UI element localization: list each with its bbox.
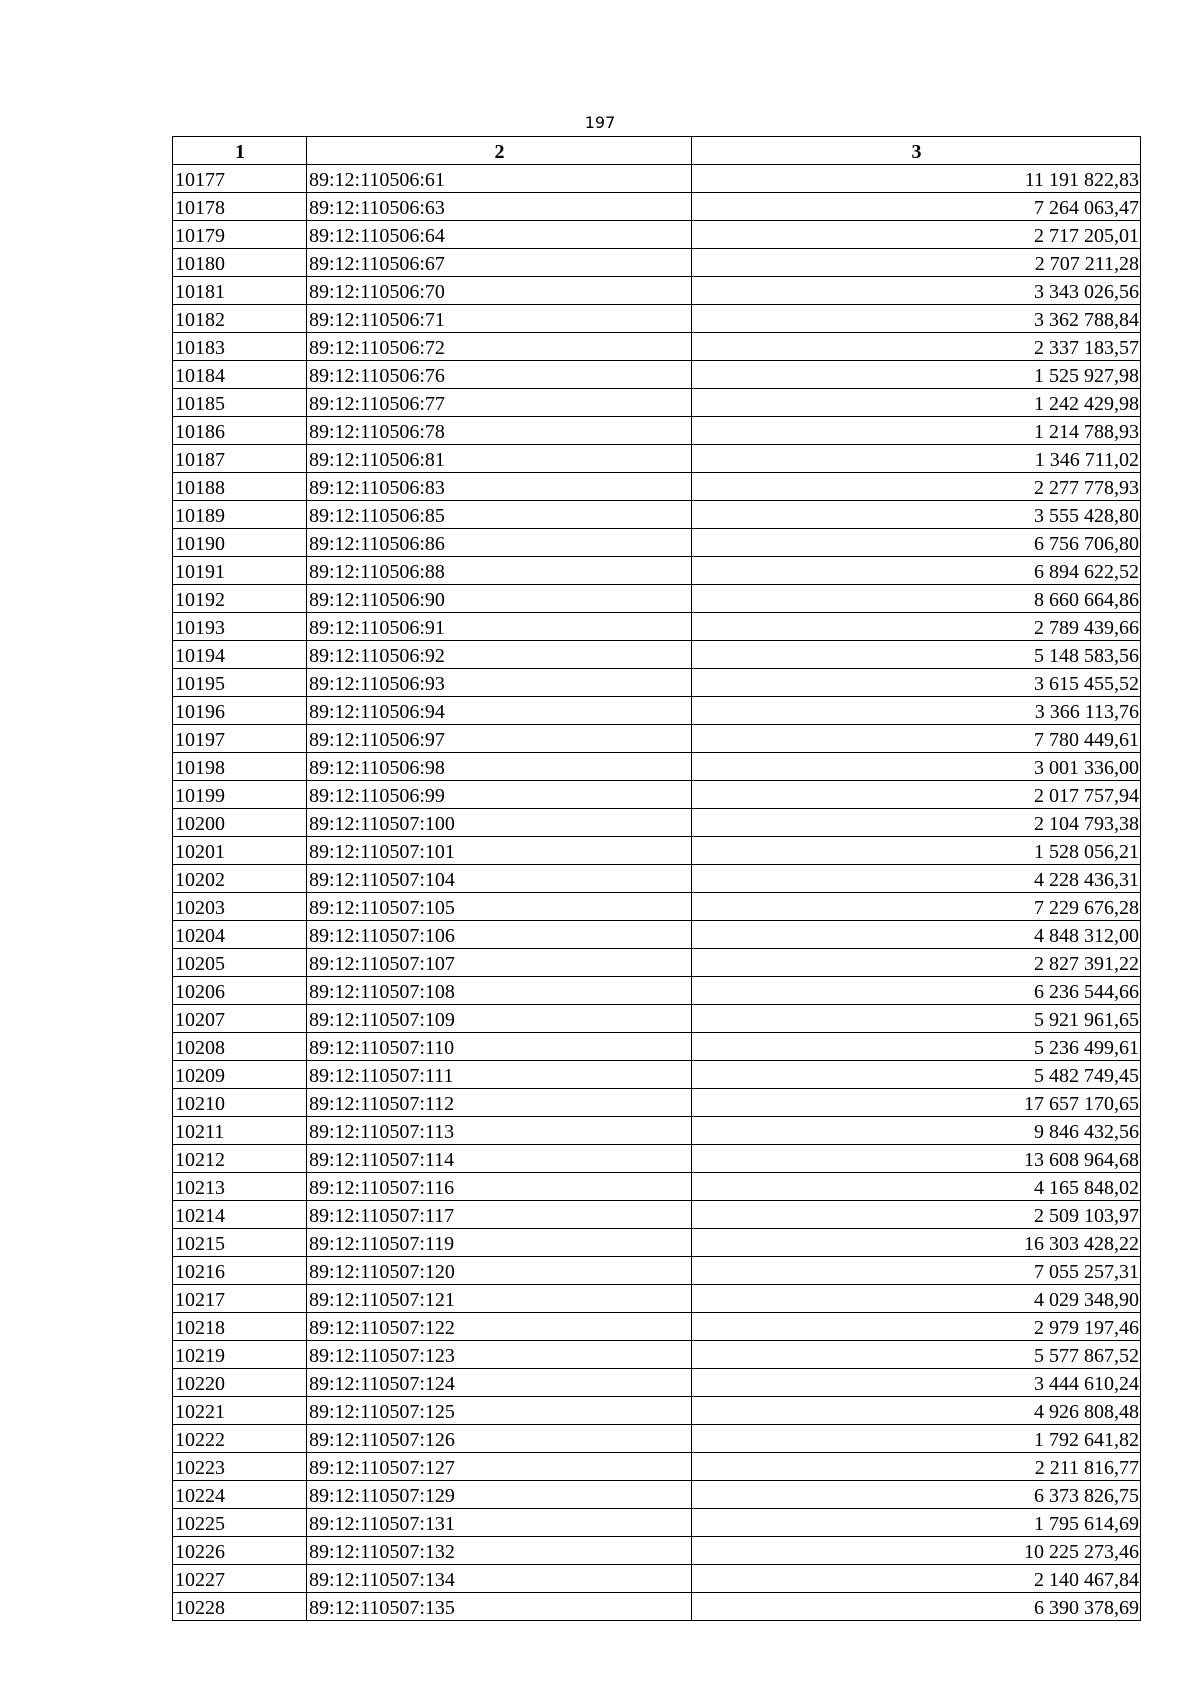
- table-row: [173, 1481, 1141, 1509]
- table-row: [173, 669, 1141, 697]
- cadastral-number-cell: 89:12:110507:135: [307, 1593, 692, 1621]
- cadastral-number-cell: 89:12:110506:98: [307, 753, 692, 781]
- cadastral-number-cell: 89:12:110507:109: [307, 1005, 692, 1033]
- cadastral-number-cell: 89:12:110506:67: [307, 249, 692, 277]
- row-number-cell: 10211: [173, 1117, 307, 1145]
- table-row: [173, 1257, 1141, 1285]
- row-number-cell: 10222: [173, 1425, 307, 1453]
- cadastral-number-cell: 89:12:110507:107: [307, 949, 692, 977]
- value-cell: 2 979 197,46: [692, 1313, 1141, 1341]
- row-number-cell: 10224: [173, 1481, 307, 1509]
- column-header-1: 1: [173, 137, 307, 165]
- row-number-cell: 10221: [173, 1397, 307, 1425]
- row-number-cell: 10185: [173, 389, 307, 417]
- table-row: [173, 1565, 1141, 1593]
- cadastral-number-cell: 89:12:110507:111: [307, 1061, 692, 1089]
- table-row: [173, 221, 1141, 249]
- value-cell: 13 608 964,68: [692, 1145, 1141, 1173]
- table-row: [173, 921, 1141, 949]
- table-row: [173, 697, 1141, 725]
- row-number-cell: 10193: [173, 613, 307, 641]
- row-number-cell: 10206: [173, 977, 307, 1005]
- row-number-cell: 10184: [173, 361, 307, 389]
- value-cell: 6 390 378,69: [692, 1593, 1141, 1621]
- table-row: [173, 1061, 1141, 1089]
- row-number-cell: 10225: [173, 1509, 307, 1537]
- value-cell: 5 577 867,52: [692, 1341, 1141, 1369]
- table-row: [173, 417, 1141, 445]
- table-row: [173, 893, 1141, 921]
- table-row: [173, 1145, 1141, 1173]
- row-number-cell: 10213: [173, 1173, 307, 1201]
- row-number-cell: 10198: [173, 753, 307, 781]
- table-row: [173, 781, 1141, 809]
- table-row: [173, 641, 1141, 669]
- value-cell: 4 926 808,48: [692, 1397, 1141, 1425]
- table-row: [173, 529, 1141, 557]
- table-row: [173, 949, 1141, 977]
- value-cell: 2 277 778,93: [692, 473, 1141, 501]
- row-number-cell: 10186: [173, 417, 307, 445]
- table-row: [173, 1173, 1141, 1201]
- table-row: [173, 501, 1141, 529]
- value-cell: 1 528 056,21: [692, 837, 1141, 865]
- table-row: [173, 753, 1141, 781]
- cadastral-number-cell: 89:12:110506:70: [307, 277, 692, 305]
- value-cell: 3 343 026,56: [692, 277, 1141, 305]
- cadastral-number-cell: 89:12:110507:106: [307, 921, 692, 949]
- value-cell: 17 657 170,65: [692, 1089, 1141, 1117]
- row-number-cell: 10181: [173, 277, 307, 305]
- row-number-cell: 10223: [173, 1453, 307, 1481]
- table-row: [173, 1089, 1141, 1117]
- value-cell: 6 236 544,66: [692, 977, 1141, 1005]
- table-row: [173, 445, 1141, 473]
- value-cell: 5 482 749,45: [692, 1061, 1141, 1089]
- value-cell: 3 444 610,24: [692, 1369, 1141, 1397]
- value-cell: 1 525 927,98: [692, 361, 1141, 389]
- cadastral-number-cell: 89:12:110506:61: [307, 165, 692, 193]
- cadastral-number-cell: 89:12:110507:110: [307, 1033, 692, 1061]
- table-row: [173, 1033, 1141, 1061]
- cadastral-number-cell: 89:12:110506:91: [307, 613, 692, 641]
- value-cell: 16 303 428,22: [692, 1229, 1141, 1257]
- cadastral-number-cell: 89:12:110506:90: [307, 585, 692, 613]
- cadastral-number-cell: 89:12:110506:81: [307, 445, 692, 473]
- row-number-cell: 10204: [173, 921, 307, 949]
- table-row: [173, 165, 1141, 193]
- cadastral-number-cell: 89:12:110507:120: [307, 1257, 692, 1285]
- row-number-cell: 10215: [173, 1229, 307, 1257]
- value-cell: 3 001 336,00: [692, 753, 1141, 781]
- row-number-cell: 10226: [173, 1537, 307, 1565]
- cadastral-number-cell: 89:12:110507:134: [307, 1565, 692, 1593]
- row-number-cell: 10227: [173, 1565, 307, 1593]
- row-number-cell: 10201: [173, 837, 307, 865]
- value-cell: 2 140 467,84: [692, 1565, 1141, 1593]
- table-row: [173, 1005, 1141, 1033]
- value-cell: 2 707 211,28: [692, 249, 1141, 277]
- table-row: [173, 1453, 1141, 1481]
- cadastral-number-cell: 89:12:110506:94: [307, 697, 692, 725]
- row-number-cell: 10183: [173, 333, 307, 361]
- value-cell: 7 264 063,47: [692, 193, 1141, 221]
- table-row: [173, 1285, 1141, 1313]
- table-row: [173, 977, 1141, 1005]
- row-number-cell: 10194: [173, 641, 307, 669]
- cadastral-number-cell: 89:12:110507:127: [307, 1453, 692, 1481]
- cadastral-number-cell: 89:12:110507:131: [307, 1509, 692, 1537]
- row-number-cell: 10180: [173, 249, 307, 277]
- cadastral-number-cell: 89:12:110507:121: [307, 1285, 692, 1313]
- value-cell: 3 366 113,76: [692, 697, 1141, 725]
- table-row: [173, 389, 1141, 417]
- table-row: [173, 1509, 1141, 1537]
- row-number-cell: 10191: [173, 557, 307, 585]
- row-number-cell: 10182: [173, 305, 307, 333]
- row-number-cell: 10192: [173, 585, 307, 613]
- row-number-cell: 10203: [173, 893, 307, 921]
- cadastral-number-cell: 89:12:110507:108: [307, 977, 692, 1005]
- value-cell: 4 165 848,02: [692, 1173, 1141, 1201]
- row-number-cell: 10197: [173, 725, 307, 753]
- table-header: [173, 137, 1141, 165]
- row-number-cell: 10189: [173, 501, 307, 529]
- value-cell: 4 848 312,00: [692, 921, 1141, 949]
- row-number-cell: 10188: [173, 473, 307, 501]
- cadastral-number-cell: 89:12:110507:126: [307, 1425, 692, 1453]
- cadastral-number-cell: 89:12:110506:64: [307, 221, 692, 249]
- column-header-3: 3: [692, 137, 1141, 165]
- value-cell: 2 509 103,97: [692, 1201, 1141, 1229]
- cadastral-number-cell: 89:12:110507:105: [307, 893, 692, 921]
- value-cell: 5 236 499,61: [692, 1033, 1141, 1061]
- row-number-cell: 10212: [173, 1145, 307, 1173]
- table-row: [173, 1313, 1141, 1341]
- row-number-cell: 10210: [173, 1089, 307, 1117]
- cadastral-number-cell: 89:12:110507:104: [307, 865, 692, 893]
- table-row: [173, 557, 1141, 585]
- cadastral-number-cell: 89:12:110506:77: [307, 389, 692, 417]
- value-cell: 3 555 428,80: [692, 501, 1141, 529]
- value-cell: 6 756 706,80: [692, 529, 1141, 557]
- value-cell: 1 346 711,02: [692, 445, 1141, 473]
- registry-table: [172, 136, 1141, 1621]
- cadastral-number-cell: 89:12:110506:86: [307, 529, 692, 557]
- value-cell: 2 337 183,57: [692, 333, 1141, 361]
- row-number-cell: 10214: [173, 1201, 307, 1229]
- table-row: [173, 305, 1141, 333]
- table-row: [173, 725, 1141, 753]
- table-row: [173, 361, 1141, 389]
- cadastral-number-cell: 89:12:110506:88: [307, 557, 692, 585]
- table-row: [173, 1593, 1141, 1621]
- row-number-cell: 10195: [173, 669, 307, 697]
- page-number: 197: [584, 113, 616, 132]
- cadastral-number-cell: 89:12:110507:113: [307, 1117, 692, 1145]
- row-number-cell: 10228: [173, 1593, 307, 1621]
- cadastral-number-cell: 89:12:110507:122: [307, 1313, 692, 1341]
- value-cell: 2 789 439,66: [692, 613, 1141, 641]
- table-row: [173, 473, 1141, 501]
- value-cell: 10 225 273,46: [692, 1537, 1141, 1565]
- value-cell: 1 242 429,98: [692, 389, 1141, 417]
- row-number-cell: 10208: [173, 1033, 307, 1061]
- row-number-cell: 10202: [173, 865, 307, 893]
- row-number-cell: 10218: [173, 1313, 307, 1341]
- cadastral-number-cell: 89:12:110506:72: [307, 333, 692, 361]
- table-row: [173, 1425, 1141, 1453]
- table-row: [173, 1369, 1141, 1397]
- cadastral-number-cell: 89:12:110506:85: [307, 501, 692, 529]
- cadastral-number-cell: 89:12:110506:76: [307, 361, 692, 389]
- table-row: [173, 1117, 1141, 1145]
- cadastral-number-cell: 89:12:110507:124: [307, 1369, 692, 1397]
- row-number-cell: 10209: [173, 1061, 307, 1089]
- table-row: [173, 613, 1141, 641]
- cadastral-number-cell: 89:12:110507:117: [307, 1201, 692, 1229]
- table-row: [173, 1341, 1141, 1369]
- table-row: [173, 249, 1141, 277]
- row-number-cell: 10217: [173, 1285, 307, 1313]
- table-row: [173, 1229, 1141, 1257]
- row-number-cell: 10200: [173, 809, 307, 837]
- cadastral-number-cell: 89:12:110507:112: [307, 1089, 692, 1117]
- cadastral-number-cell: 89:12:110507:129: [307, 1481, 692, 1509]
- table-row: [173, 865, 1141, 893]
- cadastral-number-cell: 89:12:110507:132: [307, 1537, 692, 1565]
- row-number-cell: 10178: [173, 193, 307, 221]
- table-row: [173, 809, 1141, 837]
- value-cell: 8 660 664,86: [692, 585, 1141, 613]
- value-cell: 6 373 826,75: [692, 1481, 1141, 1509]
- cadastral-number-cell: 89:12:110507:119: [307, 1229, 692, 1257]
- row-number-cell: 10196: [173, 697, 307, 725]
- table-body: [173, 165, 1141, 1621]
- table-row: [173, 277, 1141, 305]
- cadastral-number-cell: 89:12:110506:71: [307, 305, 692, 333]
- value-cell: 7 055 257,31: [692, 1257, 1141, 1285]
- table-row: [173, 585, 1141, 613]
- value-cell: 9 846 432,56: [692, 1117, 1141, 1145]
- value-cell: 11 191 822,83: [692, 165, 1141, 193]
- row-number-cell: 10199: [173, 781, 307, 809]
- cadastral-number-cell: 89:12:110507:123: [307, 1341, 692, 1369]
- row-number-cell: 10219: [173, 1341, 307, 1369]
- row-number-cell: 10207: [173, 1005, 307, 1033]
- cadastral-number-cell: 89:12:110507:116: [307, 1173, 692, 1201]
- cadastral-number-cell: 89:12:110506:92: [307, 641, 692, 669]
- table-row: [173, 193, 1141, 221]
- value-cell: 3 615 455,52: [692, 669, 1141, 697]
- cadastral-number-cell: 89:12:110506:83: [307, 473, 692, 501]
- table-row: [173, 1397, 1141, 1425]
- cadastral-number-cell: 89:12:110507:100: [307, 809, 692, 837]
- cadastral-number-cell: 89:12:110507:125: [307, 1397, 692, 1425]
- value-cell: 5 148 583,56: [692, 641, 1141, 669]
- table-row: [173, 1537, 1141, 1565]
- row-number-cell: 10190: [173, 529, 307, 557]
- value-cell: 2 211 816,77: [692, 1453, 1141, 1481]
- value-cell: 1 214 788,93: [692, 417, 1141, 445]
- cadastral-number-cell: 89:12:110506:93: [307, 669, 692, 697]
- value-cell: 1 795 614,69: [692, 1509, 1141, 1537]
- row-number-cell: 10216: [173, 1257, 307, 1285]
- table-row: [173, 333, 1141, 361]
- cadastral-number-cell: 89:12:110506:63: [307, 193, 692, 221]
- value-cell: 3 362 788,84: [692, 305, 1141, 333]
- cadastral-number-cell: 89:12:110506:99: [307, 781, 692, 809]
- value-cell: 7 780 449,61: [692, 725, 1141, 753]
- row-number-cell: 10205: [173, 949, 307, 977]
- cadastral-number-cell: 89:12:110507:101: [307, 837, 692, 865]
- cadastral-number-cell: 89:12:110506:97: [307, 725, 692, 753]
- column-header-2: 2: [307, 137, 692, 165]
- value-cell: 1 792 641,82: [692, 1425, 1141, 1453]
- value-cell: 2 717 205,01: [692, 221, 1141, 249]
- value-cell: 7 229 676,28: [692, 893, 1141, 921]
- row-number-cell: 10220: [173, 1369, 307, 1397]
- value-cell: 4 228 436,31: [692, 865, 1141, 893]
- header-row: [173, 137, 1141, 165]
- value-cell: 2 017 757,94: [692, 781, 1141, 809]
- value-cell: 6 894 622,52: [692, 557, 1141, 585]
- row-number-cell: 10177: [173, 165, 307, 193]
- value-cell: 5 921 961,65: [692, 1005, 1141, 1033]
- table-row: [173, 1201, 1141, 1229]
- row-number-cell: 10187: [173, 445, 307, 473]
- cadastral-number-cell: 89:12:110506:78: [307, 417, 692, 445]
- row-number-cell: 10179: [173, 221, 307, 249]
- cadastral-number-cell: 89:12:110507:114: [307, 1145, 692, 1173]
- value-cell: 2 104 793,38: [692, 809, 1141, 837]
- value-cell: 4 029 348,90: [692, 1285, 1141, 1313]
- value-cell: 2 827 391,22: [692, 949, 1141, 977]
- table-row: [173, 837, 1141, 865]
